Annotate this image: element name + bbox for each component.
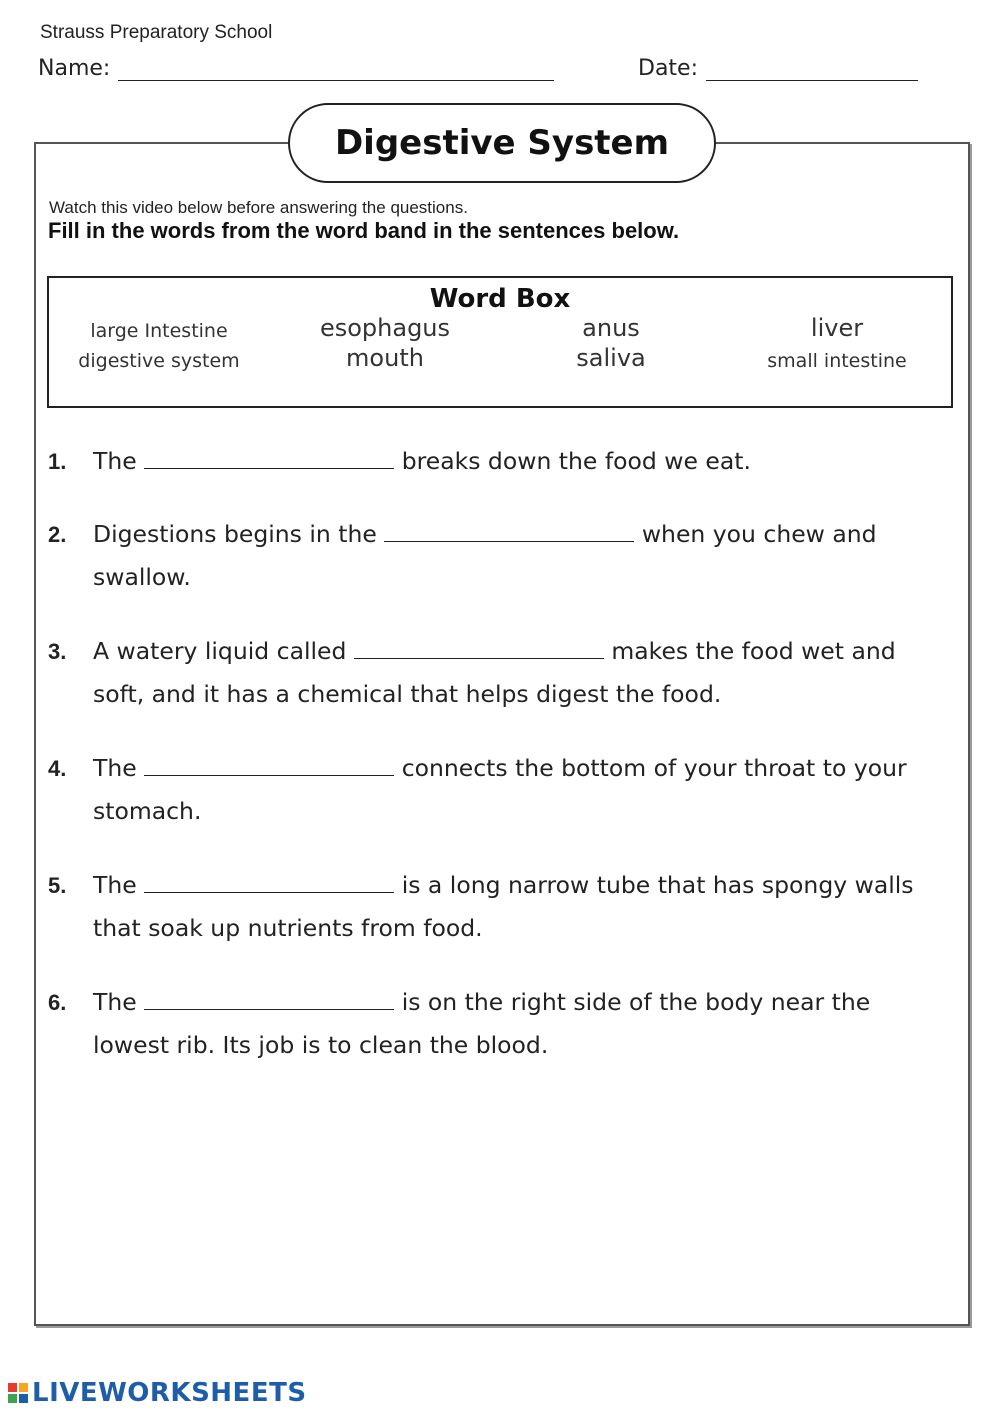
question-number: 2. — [48, 522, 67, 547]
word-liver: liver — [810, 314, 864, 342]
word-saliva: saliva — [576, 344, 646, 372]
question-text-after: makes the food wet and — [611, 637, 896, 665]
word-digestive-system: digestive system — [78, 350, 240, 372]
logo-text: LIVEWORKSHEETS — [32, 1378, 307, 1408]
question-text-line2: that soak up nutrients from food. — [93, 914, 483, 942]
answer-blank-5[interactable] — [144, 870, 394, 893]
date-field — [638, 56, 918, 81]
date-label: Date: — [638, 56, 698, 81]
watch-instruction: Watch this video below before answering the questions. — [49, 198, 468, 217]
logo-square-icon — [8, 1383, 17, 1392]
name-label: Name: — [38, 56, 111, 81]
fill-instruction: Fill in the words from the word band in the sentences below. — [48, 218, 680, 243]
question-text-before: The — [93, 871, 137, 899]
question-number: 1. — [48, 449, 67, 474]
answer-blank-3[interactable] — [354, 636, 604, 659]
logo-mark-icon — [8, 1383, 28, 1403]
question-number: 3. — [48, 639, 67, 664]
question-text-before: The — [93, 988, 137, 1016]
question-text-after: is on the right side of the body near the — [401, 988, 871, 1016]
word-mouth: mouth — [346, 344, 424, 372]
question-text-before: The — [93, 447, 137, 475]
question-text-line2: swallow. — [93, 563, 191, 591]
word-box — [47, 276, 953, 408]
school-name: Strauss Preparatory School — [40, 22, 273, 43]
question-text-before: A watery liquid called — [93, 637, 347, 665]
question-number: 5. — [48, 873, 67, 898]
name-field — [38, 56, 554, 81]
question-text-line2: lowest rib. Its job is to clean the blood. — [93, 1031, 549, 1059]
word-esophagus: esophagus — [319, 314, 451, 342]
question-text-before: The — [93, 754, 137, 782]
question-text-after: is a long narrow tube that has spongy walls — [401, 871, 914, 899]
answer-blank-1[interactable] — [144, 446, 394, 469]
word-anus: anus — [582, 314, 640, 342]
question-text-before: Digestions begins in the — [93, 520, 377, 548]
logo-square-icon — [19, 1383, 28, 1392]
answer-blank-4[interactable] — [144, 753, 394, 776]
question-text-line2: stomach. — [93, 797, 202, 825]
word-small-intestine: small intestine — [767, 350, 907, 372]
answer-blank-2[interactable] — [384, 519, 634, 542]
worksheet-title: Digestive System — [288, 103, 716, 183]
name-input-line[interactable] — [118, 60, 554, 81]
date-input-line[interactable] — [706, 60, 918, 81]
question-text-after: connects the bottom of your throat to your — [401, 754, 907, 782]
word-large-intestine: large Intestine — [90, 320, 228, 342]
logo-square-icon — [8, 1394, 17, 1403]
answer-blank-6[interactable] — [144, 987, 394, 1010]
liveworksheets-logo[interactable] — [8, 1378, 307, 1408]
question-number: 6. — [48, 990, 67, 1015]
question-number: 4. — [48, 756, 67, 781]
question-text-line2: soft, and it has a chemical that helps digest the food. — [93, 680, 722, 708]
word-box-title: Word Box — [429, 284, 571, 314]
logo-square-icon — [19, 1394, 28, 1403]
question-text-after: when you chew and — [641, 520, 877, 548]
question-text-after: breaks down the food we eat. — [401, 447, 751, 475]
